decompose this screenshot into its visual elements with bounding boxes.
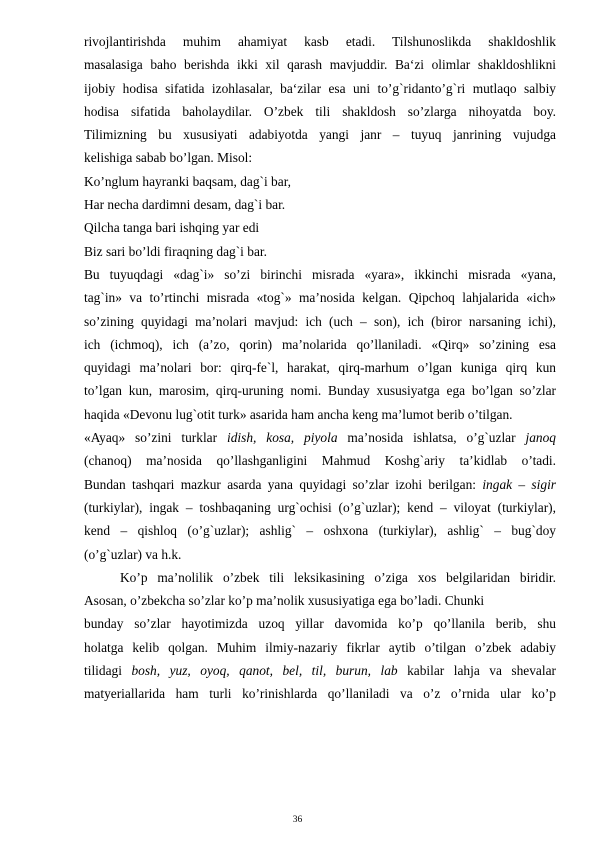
italic-text: janoq (525, 430, 556, 446)
text-line (84, 240, 556, 263)
italic-text: bosh, yuz, oyoq, qanot, bel, til, burun, lab (131, 663, 398, 679)
text-line (84, 170, 556, 193)
text-segment: to’lgan kun, marosim, qirq-uruning nomi. Bunday xususiyatga ega bo’lgan so’zlar (84, 383, 556, 399)
text-segment: Qilcha tanga bari ishqing yar edi (84, 220, 260, 236)
text-line (84, 216, 556, 239)
document-body (84, 30, 556, 706)
text-segment: Har necha dardimni desam, dag`i bar. (84, 197, 286, 213)
text-segment: bunday so’zlar hayotimizda uzoq yillar davomida ko’p qo’llanila berib, shu (84, 616, 556, 632)
text-line (84, 333, 556, 356)
text-segment: masalasiga baho berishda ikki xil qarash mavjuddir. Ba‘zi olimlar shakldoshlikni (84, 57, 556, 73)
text-segment: so’zining quyidagi ma’nolari mavjud: ich (uch – son), ich (biror narsaning ichi), (84, 313, 556, 329)
text-segment: kabilar lahja va shevalar (397, 663, 556, 679)
text-line (84, 589, 556, 612)
text-segment: ich (ichmoq), ich (a’zo, qorin) ma’nolarida qo’llaniladi. «Qirq» so’zining esa (84, 336, 556, 352)
text-line (84, 659, 556, 682)
text-segment: holatga kelib qolgan. Muhim ilmiy-nazariy fikrlar aytib o’tilgan o’zbek adabiy (84, 639, 556, 655)
text-line (84, 193, 556, 216)
text-segment: kelishiga sabab bo’lgan. Misol: (84, 150, 253, 166)
text-line (84, 263, 556, 286)
text-line (84, 356, 556, 379)
text-line (84, 449, 556, 472)
text-line (84, 286, 556, 309)
text-segment: ma’nosida ishlatsa, o’g`uzlar (337, 430, 526, 446)
text-line (84, 146, 556, 169)
text-line (84, 519, 556, 542)
text-line (84, 496, 556, 519)
text-line (84, 636, 556, 659)
text-line (84, 123, 556, 146)
text-segment: Asosan, o’zbekcha so’zlar ko’p ma’nolik xususiyatiga ega bo’ladi. Chunki (84, 593, 485, 609)
text-segment: Bu tuyuqdagi «dag`i» so’zi birinchi misrada «yara», ikkinchi misrada «yana, (84, 266, 556, 282)
text-segment: haqida «Devonu lug`otit turk» asarida ham ancha keng ma’lumot berib o’tilgan. (84, 406, 513, 422)
text-segment: ijobiy hodisa sifatida izohlasalar, ba‘zilar esa uni to’g`ridanto’g`ri mutlaqo salbiy (84, 80, 556, 96)
text-segment: Tilimizning bu xususiyati adabiyotda yangi janr – tuyuq janrining vujudga (84, 127, 556, 143)
text-line (84, 53, 556, 76)
text-segment: hodisa sifatida baholaydilar. O’zbek tili shakldosh so’zlarga nihoyatda boy. (84, 103, 556, 119)
text-line (84, 682, 556, 705)
text-line (84, 426, 556, 449)
text-segment: (turkiylar), ingak – toshbaqaning urg`ochisi (o’g`uzlar); kend – viloyat (turkiylar), (84, 499, 556, 515)
text-segment: (o’g`uzlar) va h.k. (84, 546, 182, 562)
text-line (84, 612, 556, 635)
text-segment: tag`in» va to’rtinchi misrada «tog`» ma’nosida kelgan. Qipchoq lahjalarida «ich» (84, 290, 556, 306)
text-line (84, 566, 556, 589)
text-segment: (chanoq) ma’nosida qo’llashganligini Mahmud Koshg`ariy ta’kidlab o’tadi. (84, 453, 556, 469)
text-line (84, 30, 556, 53)
text-segment: «Ayaq» so’zini turklar (84, 430, 227, 446)
text-line (84, 77, 556, 100)
italic-text: ingak – sigir (482, 476, 556, 492)
text-segment: matyeriallarida ham turli ko’rinishlarda qo’llaniladi va o’z o’rnida ular ko’p (84, 686, 556, 702)
text-line (84, 473, 556, 496)
text-line (84, 543, 556, 566)
text-segment: kend – qishloq (o’g`uzlar); ashlig` – oshxona (turkiylar), ashlig` – bug`doy (84, 523, 556, 539)
text-segment: Biz sari bo’ldi firaqning dag`i bar. (84, 243, 267, 259)
text-segment: Bundan tashqari mazkur asarda yana quyidagi so’zlar izohi berilgan: (84, 476, 483, 492)
text-line (84, 100, 556, 123)
page-number: 36 (292, 815, 303, 825)
text-line (84, 310, 556, 333)
text-line (84, 403, 556, 426)
text-line (84, 379, 556, 402)
text-segment: Ko’nglum hayranki baqsam, dag`i bar, (84, 173, 291, 189)
text-segment: rivojlantirishda muhim ahamiyat kasb etadi. Tilshunoslikda shakldoshlik (84, 34, 556, 49)
text-segment: Ko’p ma’nolilik o’zbek tili leksikasining o’ziga xos belgilaridan biridir. (120, 569, 556, 585)
italic-text: idish, kosa, piyola (226, 430, 338, 446)
text-segment: tilidagi (84, 663, 132, 679)
text-segment: quyidagi ma’nolari bor: qirq-fe`l, harakat, qirq-marhum o’lgan kuniga qirq kun (84, 360, 556, 376)
